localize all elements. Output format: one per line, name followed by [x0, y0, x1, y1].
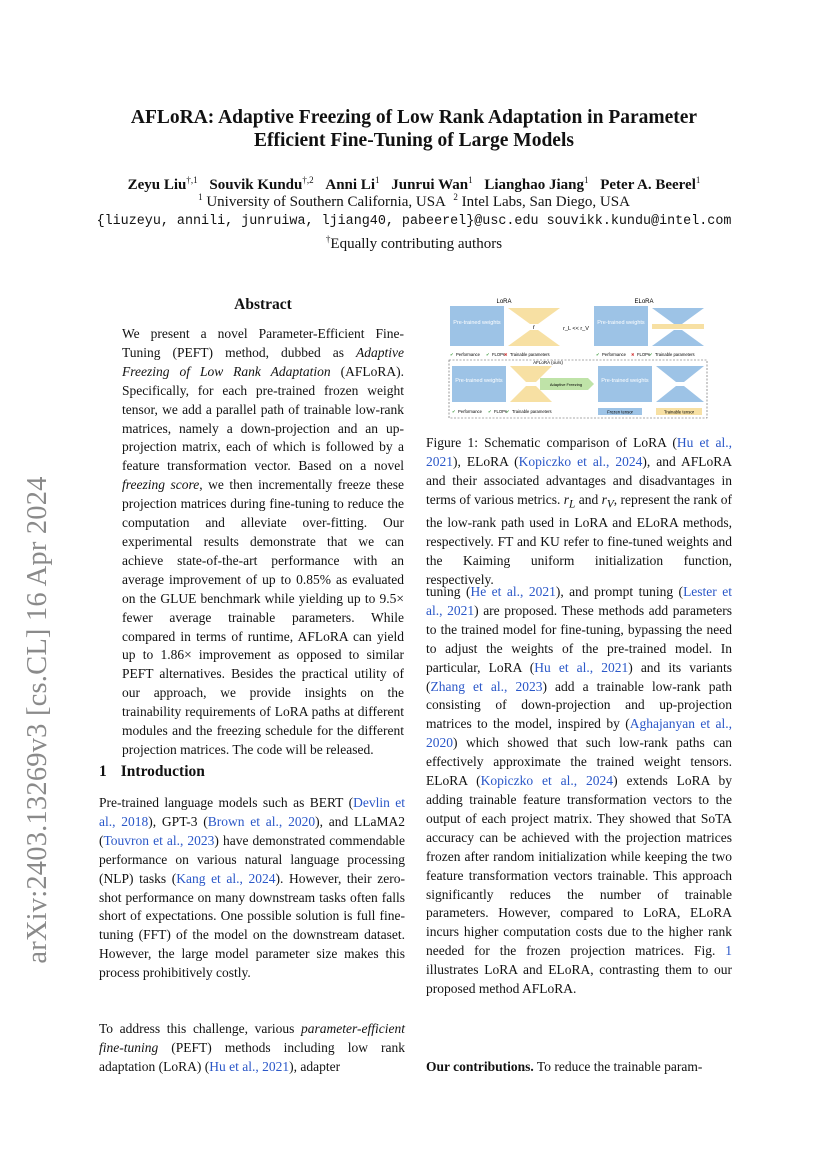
rank-inequality: r_L << r_V	[563, 326, 589, 332]
citation-link[interactable]: Lester et al., 2021	[426, 584, 732, 618]
author: Zeyu Liu$^{\dagger,1}$	[127, 175, 198, 193]
legend-label: Performance	[602, 352, 626, 357]
title-line-1: AFLoRA: Adaptive Freezing of Low Rank Adaptation in Parameter	[130, 107, 698, 128]
elora-down-projection	[652, 308, 704, 324]
check-icon: ✔	[450, 352, 454, 357]
right-column-paragraph: tuning (He et al., 2021), and prompt tuning (Lester et al., 2021) are proposed. These methods add parameters to the trained model for fine-tuning, bypassing the need to adjust the weights of the pre-trained model. In particular, LoRA (Hu et al., 2021) and its variants (Zhang et al., 2023) add a trainable low-rank path consisting of down-projection and up-projection matrices to the model, inspired by (Aghajanyan et al., 2020) which showed that such low-rank paths can effectively approximate the trained weight tensors. ELoRA (Kopiczko et al., 2024) extends LoRA by adding trainable feature transformation vectors to the output of each project matrix. They showed that SoTA accuracy can be achieved with the projection matrices frozen after random initialization while keeping the two feature transformation vectors trainable. This approach significantly reduces the number of trainable parameters. However, compared to LoRA, ELoRA incurs higher computation costs due to the higher rank needed for the frozen projection matrices. Fig. 1 illustrates LoRA and ELoRA, contrasting them to our proposed method AFLoRA.	[426, 584, 732, 997]
contributions-paragraph: Our contributions. To reduce the trainable param-	[426, 1059, 703, 1074]
legend-label: FLOPs	[492, 352, 506, 357]
check-icon: ✔	[596, 352, 600, 357]
aflora-pretrained-weights-box	[452, 366, 506, 402]
aflora-frozen-weights-box	[598, 366, 652, 402]
author: Souvik Kundu$^{\dagger,2}$	[209, 175, 314, 193]
section-heading-introduction: 1 Introduction	[99, 763, 205, 780]
legend-label: FLOPs	[494, 409, 508, 414]
lora-down-projection	[508, 308, 560, 324]
row2-legend	[452, 408, 702, 415]
elora-feature-vector	[652, 324, 704, 329]
aflora-frozen-weights-label: Pre-trained weights	[601, 378, 649, 384]
author: Peter A. Beerel$^1$	[600, 175, 701, 193]
elora-panel-title: ELoRA	[634, 299, 654, 305]
lora-pretrained-weights-box	[450, 306, 504, 346]
affiliations: $^1$ University of Southern California, USA $^2$ Intel Labs, San Diego, USA	[198, 192, 630, 210]
adaptive-freezing-label: Adaptive Freezing	[549, 382, 583, 387]
author: Junrui Wan$^1$	[391, 175, 473, 193]
lora-pretrained-label: Pre-trained weights	[453, 320, 501, 326]
author: Anni Li$^1$	[325, 175, 380, 193]
cross-icon: ✖	[631, 352, 635, 357]
citation-link[interactable]: Hu et al., 2021	[534, 659, 629, 675]
citation-link[interactable]: Devlin et al., 2018	[99, 795, 405, 829]
intro-paragraph-1: Pre-trained language models such as BERT (Devlin et al., 2018), GPT-3 (Brown et al., 2020), and LLaMA2 (Touvron et al., 2023) have demonstrated commendable performance on various natural language processing (NLP) tasks (Kang et al., 2024). However, their zero-shot performance on many downstream tasks often falls short of expectations. One possible solution is full fine-tuning (FFT) of the model on the downstream dataset. However, the large model parameter size makes this process prohibitively costly.	[99, 795, 406, 981]
abstract-body: We present a novel Parameter-Efficient Fine-Tuning (PEFT) method, dubbed as Adaptive Freezing of Low Rank Adaptation (AFLoRA). Specifically, for each pre-trained frozen weight tensor, we add a parallel path of trainable low-rank matrices, namely a down-projection and an up-projection matrix, each of which is followed by a feature transformation vector. Based on a novel freezing score, we then incrementally freeze these projection matrices during fine-tuning to reduce the computation and alleviate over-fitting. Our experimental results demonstrate that we can achieve state-of-the-art performance with an average improvement of up to 0.85% as evaluated on the GLUE benchmark while yielding up to 9.5× fewer average trainable parameters. While compared in terms of runtime, AFLoRA can yield up to 1.86× improvement as opposed to similar PEFT alternatives. Besides the practical utility of our approach, we provide insights on the trainability requirements of LoRA paths at different modules and the freezing schedule for the different projection matrices. The code will be released.	[122, 326, 405, 757]
author: Lianghao Jiang$^1$	[484, 175, 589, 193]
check-icon: ✔	[452, 409, 456, 414]
cross-icon: ✖	[504, 352, 508, 357]
paper-title	[60, 106, 768, 152]
citation-link[interactable]: Zhang et al., 2023	[430, 678, 543, 694]
frozen-tensor-label: Frozen tensor	[607, 409, 633, 415]
citation-link[interactable]: Hu et al., 2021	[426, 435, 732, 469]
citation-link[interactable]: Kopiczko et al., 2024	[518, 453, 643, 469]
citation-link[interactable]: Hu et al., 2021	[209, 1058, 290, 1074]
citation-link[interactable]: He et al., 2021	[470, 584, 556, 599]
legend-label: Trainable parameters	[510, 352, 550, 357]
check-icon: ✔	[488, 409, 492, 414]
aflora-down-projection-frozen	[656, 366, 704, 382]
figure-1-schematic	[448, 296, 708, 420]
aflora-up-projection-frozen	[656, 386, 704, 402]
check-icon: ✔	[486, 352, 490, 357]
check-icon: ✔	[649, 352, 653, 357]
citation-link[interactable]: Kopiczko et al., 2024	[480, 773, 614, 789]
citation-link[interactable]: Touvron et al., 2023	[103, 832, 215, 848]
citation-link[interactable]: Brown et al., 2020	[207, 813, 316, 829]
legend-label: Trainable parameters	[655, 352, 695, 357]
equal-contribution-note: †Equally contributing authors	[325, 234, 503, 252]
elora-up-projection	[652, 330, 704, 346]
intro-paragraph-2: To address this challenge, various parameter-efficient fine-tuning (PEFT) methods including low rank adaptation (LoRA) (Hu et al., 2021), adapter	[99, 1021, 405, 1074]
lora-rank-symbol: r	[533, 325, 535, 331]
citation-link[interactable]: Aghajanyan et al., 2020	[426, 716, 732, 751]
title-line-2: Efficient Fine-Tuning of Large Models	[254, 130, 574, 151]
figure-reference-link[interactable]: 1	[725, 943, 732, 959]
elora-pretrained-weights-box	[594, 306, 648, 346]
author-emails: {liuzeyu, annili, junruiwa, ljiang40, pabeerel}@usc.edu souvikk.kundu@intel.com	[96, 214, 732, 229]
abstract-heading: Abstract	[234, 296, 292, 313]
aflora-pretrained-label: Pre-trained weights	[455, 378, 503, 384]
legend-label: FLOPs	[637, 352, 651, 357]
lora-panel-title: LoRA	[496, 299, 512, 305]
figure-1-caption: Figure 1: Schematic comparison of LoRA (Hu et al., 2021), ELoRA (Kopiczko et al., 2024), and AFLoRA and their associated advantages and disadvantages in terms of various metrics. $r_L$ and $r_V$, represent the rank of the low-rank path used in LoRA and ELoRA methods, respectively. FT and KU refer to fine-tuned weights and the Kaiming uniform initialization function, respectively.	[426, 435, 733, 588]
legend-label: Performance	[456, 352, 480, 357]
lora-up-projection	[508, 330, 560, 346]
trainable-tensor-label: Trainable tensor	[663, 409, 695, 415]
row1-legend	[450, 352, 695, 357]
elora-pretrained-label: Pre-trained weights	[597, 320, 645, 326]
legend-label: Trainable parameters	[512, 409, 552, 414]
citation-link[interactable]: Kang et al., 2024	[176, 870, 276, 886]
legend-label: Performance	[458, 409, 482, 414]
aflora-label: AFLoRA (ours)	[533, 360, 563, 365]
check-icon: ✔	[506, 409, 510, 414]
